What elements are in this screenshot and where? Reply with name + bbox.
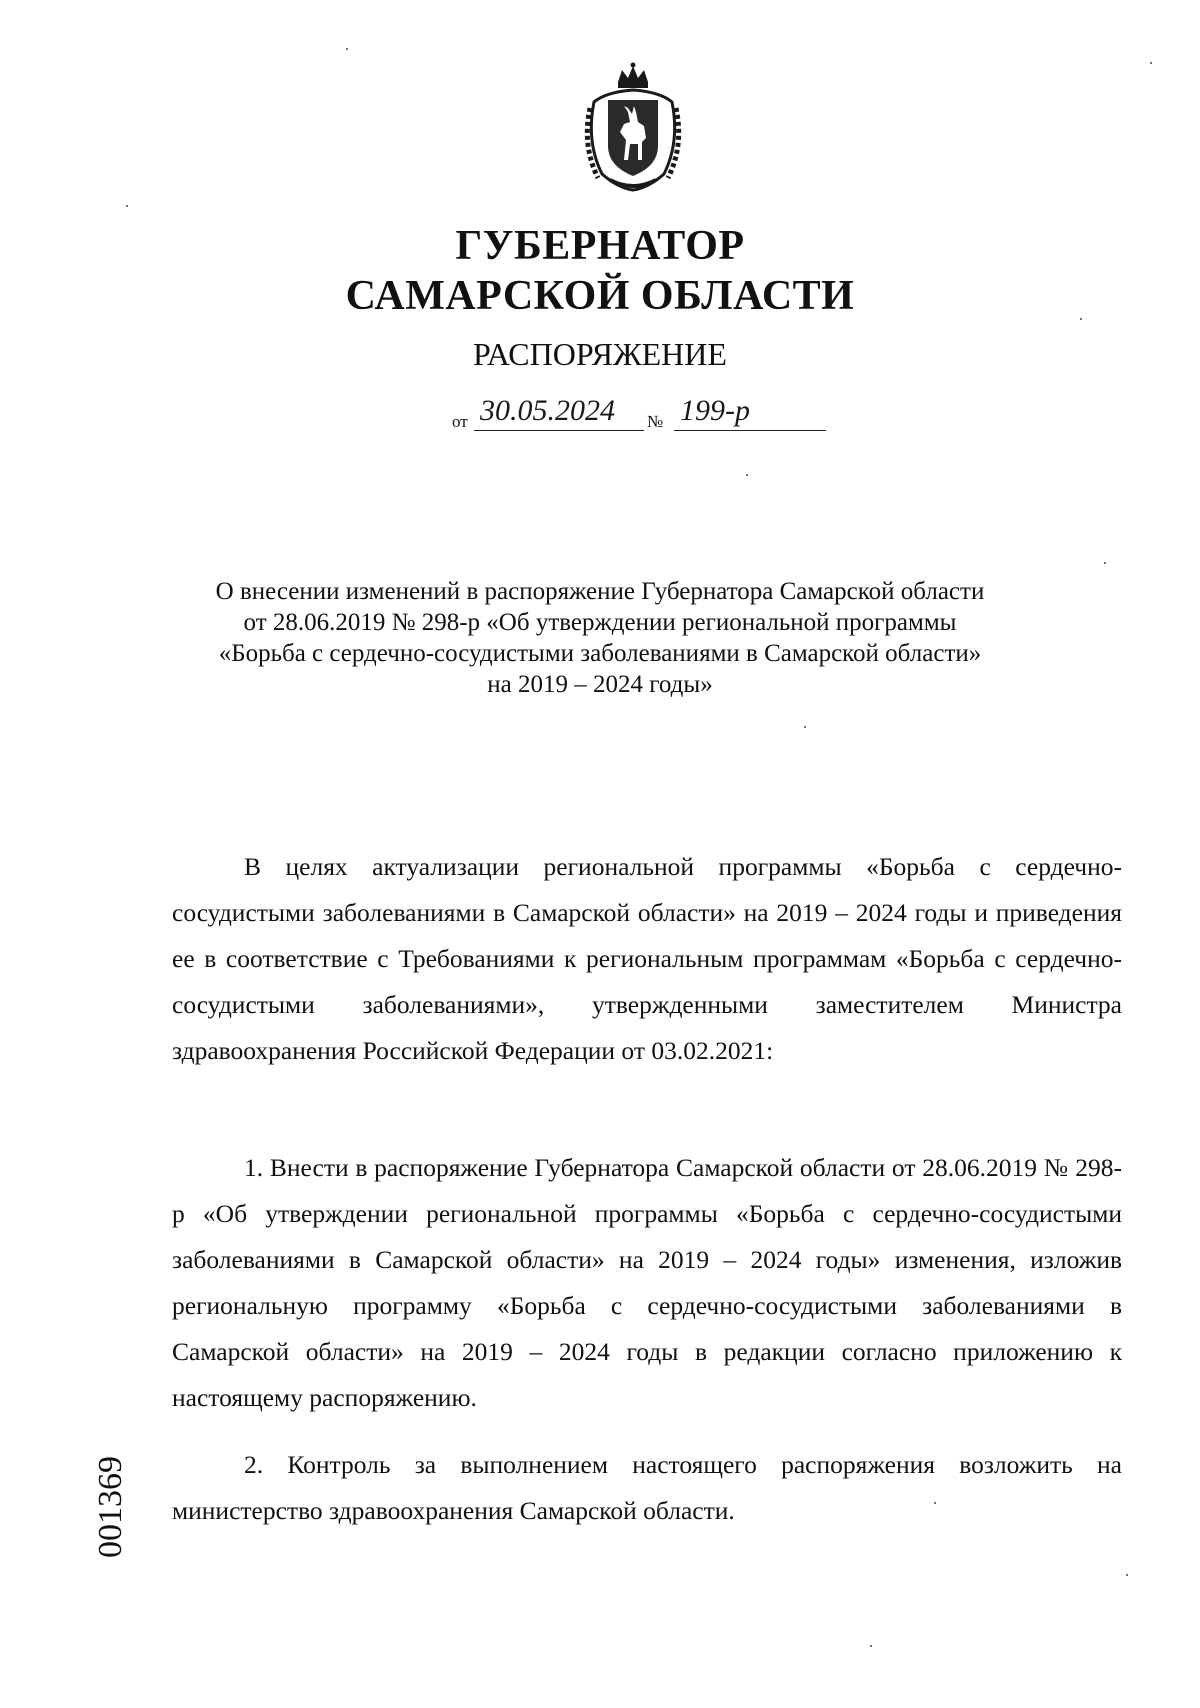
number-prefix: №	[647, 412, 664, 431]
paragraph-text: В целях актуализации региональной программы «Борьба с сердечно-сосудистыми заболеваниями в Самарской области» на 2019 – 2024 годы и приведения ее в соответствие с Требованиями к региональным программам «Борьба с сердечно-сосудистыми заболеваниями», утвержденными заместителем Министра здравоохранения Российской Федерации от 03.02.2021:	[172, 852, 1122, 1065]
document-number: 199-р	[674, 394, 826, 431]
subject-line: от 28.06.2019 № 298-р «Об утверждении региональной программы	[243, 609, 957, 636]
issuing-authority-line-2: САМАРСКОЙ ОБЛАСТИ	[345, 273, 855, 319]
scan-speck	[804, 726, 806, 728]
date-prefix: от	[452, 412, 468, 431]
subject-line: на 2019 – 2024 годы»	[487, 671, 713, 698]
issuing-authority-line-1: ГУБЕРНАТОР	[455, 223, 745, 269]
scan-speck	[1104, 562, 1106, 564]
scan-speck	[870, 1645, 872, 1647]
paragraph-text: 2. Контроль за выполнением настоящего распоряжения возложить на министерство здравоохранения Самарской области.	[172, 1450, 1122, 1525]
document-date: 30.05.2024	[474, 394, 644, 431]
document-subject	[150, 576, 1050, 700]
paragraph-text: 1. Внести в распоряжение Губернатора Самарской области от 28.06.2019 № 298-р «Об утверждении региональной программы «Борьба с сердечно-сосудистыми заболеваниями в Самарской области» на 2019 – 2024 годы» изменения, изложив региональную программу «Борьба с сердечно-сосудистыми заболеваниями в Самарской области» на 2019 – 2024 годы в редакции согласно приложению к настоящему распоряжению.	[172, 1153, 1122, 1412]
scan-speck	[934, 1502, 936, 1504]
scan-speck	[346, 48, 348, 50]
subject-line: «Борьба с сердечно-сосудистыми заболеваниями в Самарской области»	[218, 640, 982, 667]
registration-number: 001369	[92, 1456, 129, 1558]
coat-of-arms-icon	[580, 62, 686, 194]
clause-1-paragraph	[172, 1145, 1122, 1421]
scan-speck	[1150, 62, 1152, 64]
registration-stamp	[92, 1456, 132, 1708]
scan-speck	[1126, 1574, 1128, 1576]
date-number-line	[452, 392, 852, 436]
preamble-paragraph	[172, 844, 1122, 1074]
clause-2-paragraph	[172, 1442, 1122, 1534]
scan-speck	[746, 474, 748, 476]
subject-line: О внесении изменений в распоряжение Губернатора Самарской области	[215, 578, 985, 605]
scan-speck	[1080, 318, 1082, 320]
scan-speck	[126, 205, 128, 207]
document-type: РАСПОРЯЖЕНИЕ	[473, 336, 727, 372]
